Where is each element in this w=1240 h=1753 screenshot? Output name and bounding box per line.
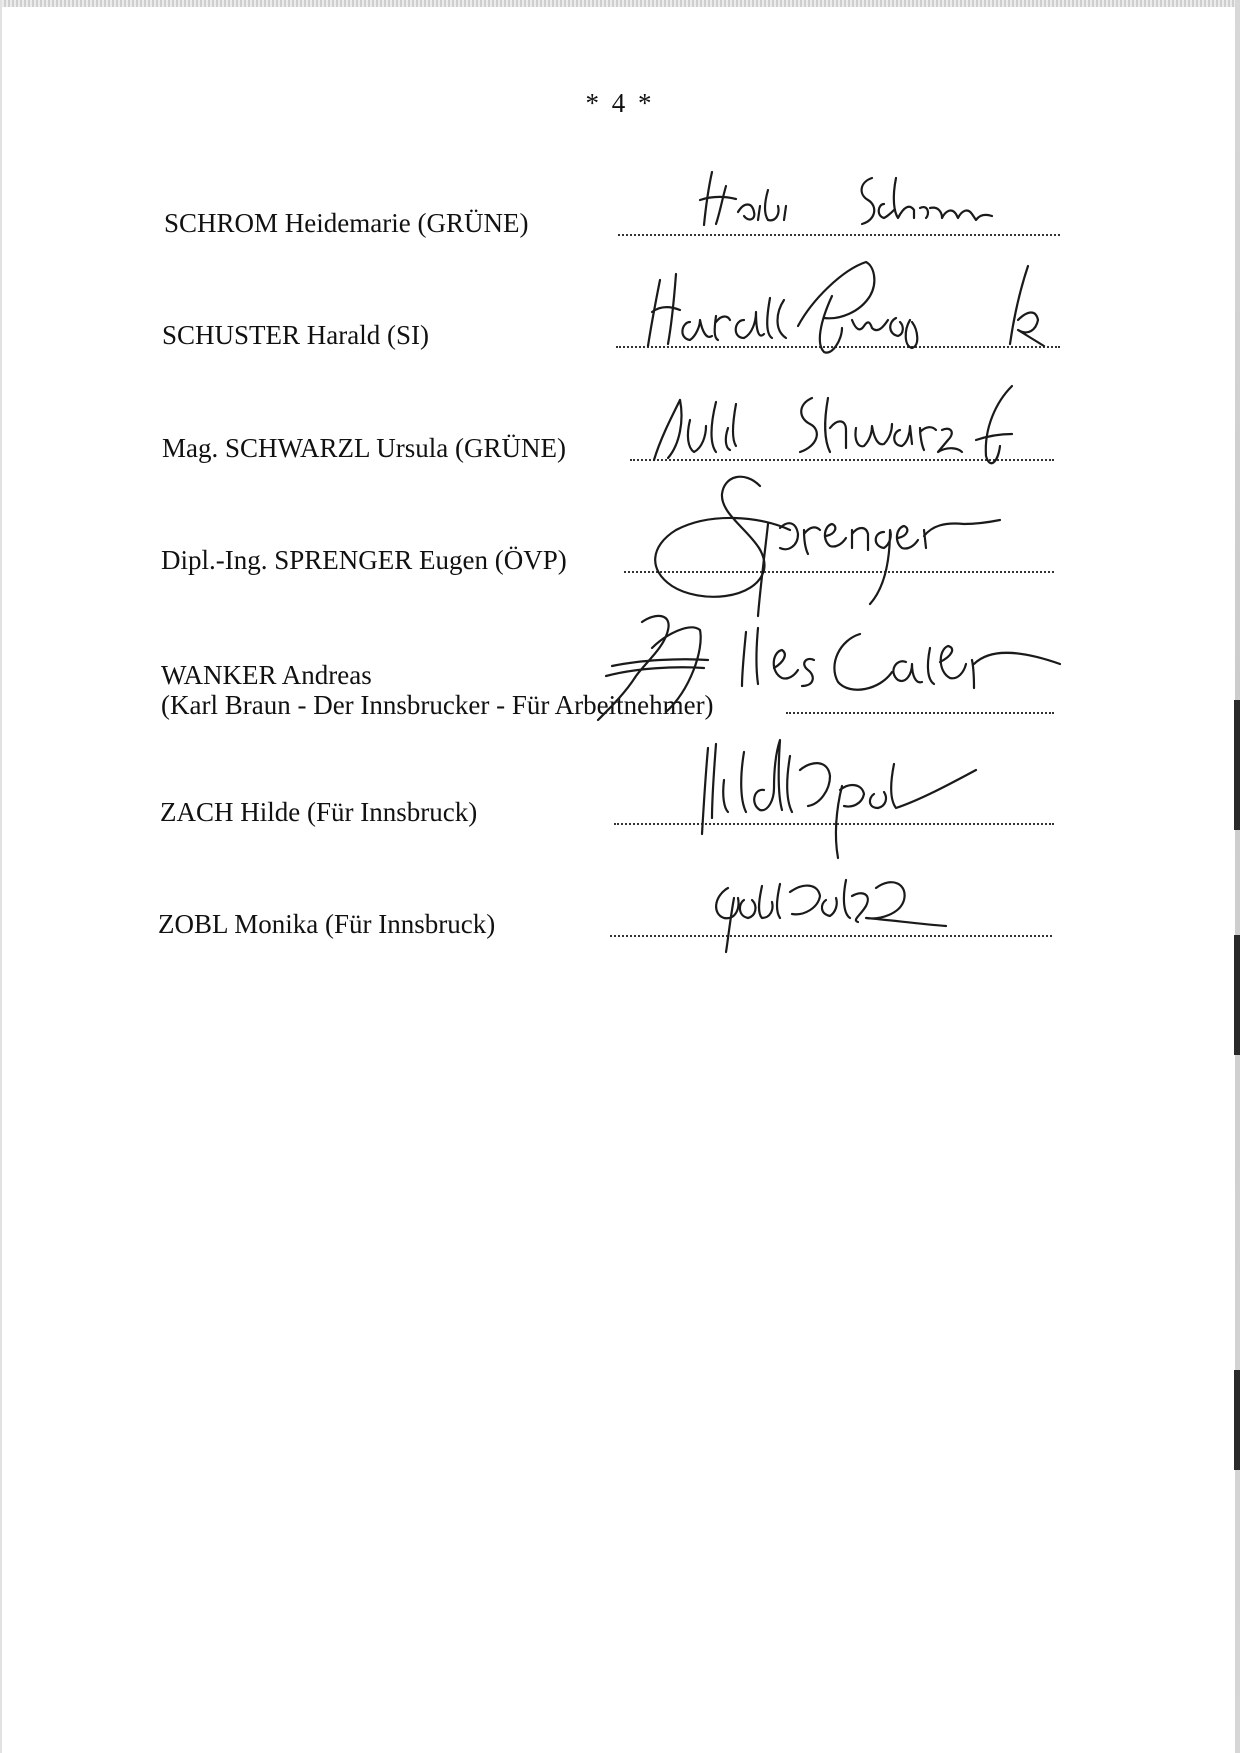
signatory-name: Dipl.-Ing. SPRENGER Eugen (ÖVP) [161, 545, 567, 575]
signatory-name: ZOBL Monika (Für Innsbruck) [158, 909, 496, 939]
signature-line [786, 712, 1054, 714]
signatory-name-line1: WANKER Andreas [161, 660, 372, 690]
signature-line [610, 935, 1052, 937]
signatory-name: ZACH Hilde (Für Innsbruck) [160, 797, 478, 827]
scan-mark [1234, 1370, 1240, 1470]
signatory-name: SCHUSTER Harald (SI) [162, 320, 429, 350]
signature-line [614, 823, 1054, 825]
signatory-name-line2: (Karl Braun - Der Innsbrucker - Für Arbeitnehmer) [161, 690, 714, 720]
signature-entry-zobl [0, 875, 1240, 985]
signature-line [618, 234, 1060, 236]
scan-edge-top [0, 0, 1240, 7]
signature-entry-wanker [0, 620, 1240, 730]
signature-line [616, 346, 1060, 348]
signature-entry-schuster [0, 282, 1240, 392]
signature-entry-schrom [0, 170, 1240, 280]
signatory-name: SCHROM Heidemarie (GRÜNE) [164, 208, 529, 238]
page-number: * 4 * [585, 88, 655, 118]
signature-entry-zach [0, 763, 1240, 873]
signature-entry-sprenger [0, 507, 1240, 617]
signature-entry-schwarzl [0, 395, 1240, 505]
signature-line [630, 459, 1054, 461]
signature-line [624, 571, 1054, 573]
signatory-name: Mag. SCHWARZL Ursula (GRÜNE) [162, 433, 566, 463]
